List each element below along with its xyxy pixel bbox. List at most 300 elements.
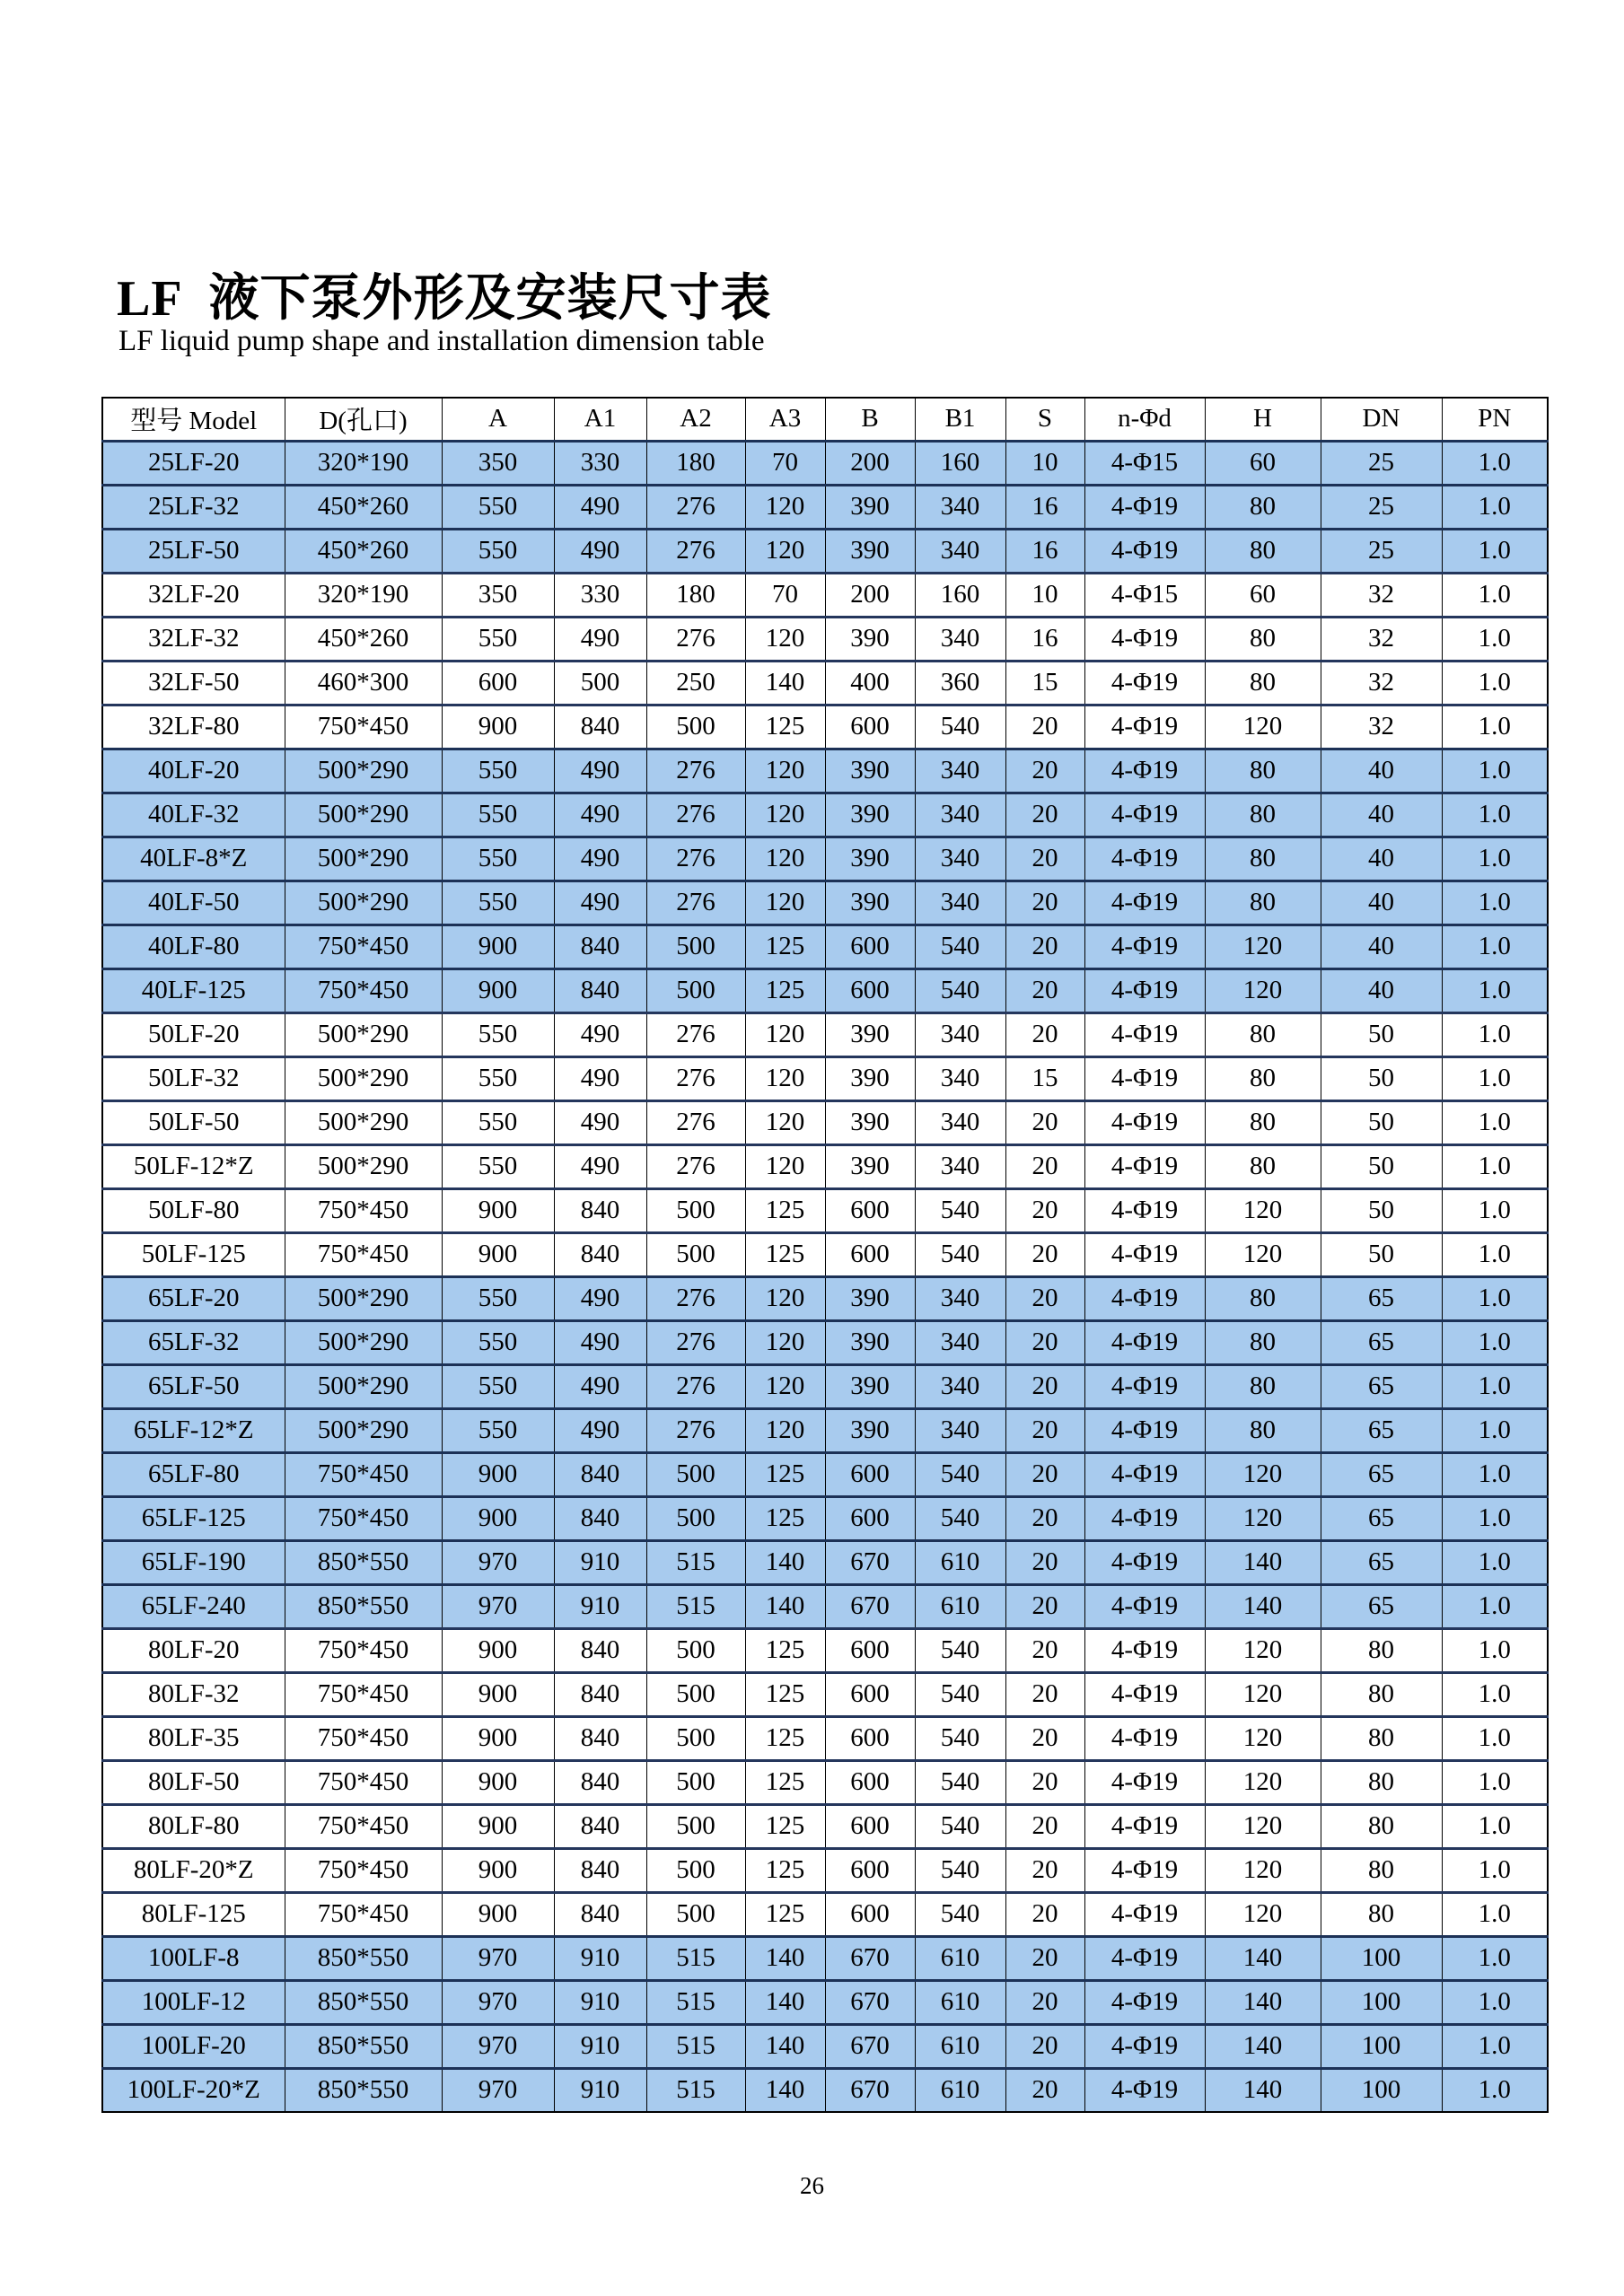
table-cell: 1.0 bbox=[1442, 661, 1548, 705]
table-cell: 320*190 bbox=[285, 573, 442, 617]
table-row bbox=[102, 2068, 1548, 2112]
table-cell: 750*450 bbox=[285, 1232, 442, 1276]
table-cell: 840 bbox=[554, 1232, 646, 1276]
table-cell: 490 bbox=[554, 617, 646, 661]
table-row bbox=[102, 2024, 1548, 2068]
table-cell: 80 bbox=[1205, 749, 1321, 793]
model-cell: 40LF-20 bbox=[102, 749, 285, 793]
table-row bbox=[102, 485, 1548, 529]
table-cell: 125 bbox=[745, 1848, 825, 1892]
table-cell: 4-Φ19 bbox=[1084, 1672, 1205, 1716]
table-cell: 610 bbox=[915, 1980, 1005, 2024]
table-cell: 900 bbox=[442, 1452, 554, 1496]
table-cell: 20 bbox=[1005, 793, 1084, 837]
table-cell: 750*450 bbox=[285, 1848, 442, 1892]
table-cell: 900 bbox=[442, 1232, 554, 1276]
table-cell: 50 bbox=[1321, 1188, 1442, 1232]
table-cell: 340 bbox=[915, 485, 1005, 529]
table-cell: 450*260 bbox=[285, 617, 442, 661]
table-cell: 120 bbox=[745, 1408, 825, 1452]
table-cell: 1.0 bbox=[1442, 793, 1548, 837]
table-cell: 515 bbox=[646, 1584, 745, 1628]
table-cell: 4-Φ19 bbox=[1084, 1540, 1205, 1584]
table-cell: 276 bbox=[646, 1056, 745, 1100]
table-row bbox=[102, 1408, 1548, 1452]
table-cell: 360 bbox=[915, 661, 1005, 705]
table-cell: 65 bbox=[1321, 1320, 1442, 1364]
table-cell: 840 bbox=[554, 1672, 646, 1716]
table-cell: 80 bbox=[1205, 1100, 1321, 1144]
model-cell: 25LF-50 bbox=[102, 529, 285, 573]
table-cell: 120 bbox=[745, 485, 825, 529]
table-cell: 540 bbox=[915, 968, 1005, 1012]
table-cell: 80 bbox=[1205, 1320, 1321, 1364]
table-cell: 850*550 bbox=[285, 1584, 442, 1628]
table-row bbox=[102, 1144, 1548, 1188]
table-row bbox=[102, 705, 1548, 749]
table-cell: 120 bbox=[1205, 1848, 1321, 1892]
table-cell: 1.0 bbox=[1442, 1804, 1548, 1848]
table-cell: 550 bbox=[442, 793, 554, 837]
table-cell: 750*450 bbox=[285, 1716, 442, 1760]
table-cell: 120 bbox=[745, 617, 825, 661]
table-row bbox=[102, 529, 1548, 573]
table-cell: 20 bbox=[1005, 2024, 1084, 2068]
table-cell: 4-Φ19 bbox=[1084, 705, 1205, 749]
page-subtitle: LF liquid pump shape and installation dimension table bbox=[119, 325, 765, 357]
table-cell: 125 bbox=[745, 1892, 825, 1936]
table-cell: 600 bbox=[825, 1496, 915, 1540]
table-cell: 125 bbox=[745, 705, 825, 749]
model-cell: 80LF-20*Z bbox=[102, 1848, 285, 1892]
table-cell: 910 bbox=[554, 2068, 646, 2112]
table-cell: 900 bbox=[442, 1892, 554, 1936]
table-cell: 125 bbox=[745, 968, 825, 1012]
table-cell: 490 bbox=[554, 837, 646, 881]
table-cell: 910 bbox=[554, 2024, 646, 2068]
model-cell: 100LF-8 bbox=[102, 1936, 285, 1980]
table-cell: 4-Φ19 bbox=[1084, 661, 1205, 705]
table-cell: 125 bbox=[745, 925, 825, 968]
table-cell: 390 bbox=[825, 881, 915, 925]
table-cell: 4-Φ19 bbox=[1084, 793, 1205, 837]
table-cell: 4-Φ19 bbox=[1084, 925, 1205, 968]
table-cell: 1.0 bbox=[1442, 1496, 1548, 1540]
model-cell: 80LF-125 bbox=[102, 1892, 285, 1936]
table-row bbox=[102, 1628, 1548, 1672]
table-cell: 1.0 bbox=[1442, 441, 1548, 485]
table-cell: 490 bbox=[554, 793, 646, 837]
table-row bbox=[102, 1584, 1548, 1628]
table-cell: 140 bbox=[1205, 1584, 1321, 1628]
table-cell: 540 bbox=[915, 1716, 1005, 1760]
table-cell: 4-Φ19 bbox=[1084, 1804, 1205, 1848]
table-cell: 850*550 bbox=[285, 1980, 442, 2024]
table-cell: 40 bbox=[1321, 837, 1442, 881]
table-cell: 1.0 bbox=[1442, 1716, 1548, 1760]
table-cell: 500 bbox=[646, 1672, 745, 1716]
table-header-cell: PN bbox=[1442, 398, 1548, 441]
table-cell: 540 bbox=[915, 925, 1005, 968]
table-cell: 32 bbox=[1321, 661, 1442, 705]
table-cell: 65 bbox=[1321, 1364, 1442, 1408]
table-cell: 340 bbox=[915, 1012, 1005, 1056]
table-cell: 20 bbox=[1005, 705, 1084, 749]
table-cell: 390 bbox=[825, 1408, 915, 1452]
model-cell: 80LF-35 bbox=[102, 1716, 285, 1760]
table-cell: 1.0 bbox=[1442, 1848, 1548, 1892]
table-cell: 500*290 bbox=[285, 881, 442, 925]
table-cell: 490 bbox=[554, 749, 646, 793]
table-cell: 100 bbox=[1321, 1936, 1442, 1980]
table-cell: 540 bbox=[915, 1760, 1005, 1804]
table-cell: 515 bbox=[646, 1540, 745, 1584]
table-cell: 550 bbox=[442, 1276, 554, 1320]
table-cell: 670 bbox=[825, 1540, 915, 1584]
table-cell: 500*290 bbox=[285, 1408, 442, 1452]
table-cell: 390 bbox=[825, 1144, 915, 1188]
table-row bbox=[102, 1804, 1548, 1848]
table-cell: 1.0 bbox=[1442, 1672, 1548, 1716]
table-cell: 390 bbox=[825, 617, 915, 661]
table-cell: 80 bbox=[1321, 1848, 1442, 1892]
table-cell: 500 bbox=[646, 925, 745, 968]
table-cell: 140 bbox=[745, 1980, 825, 2024]
table-cell: 1.0 bbox=[1442, 705, 1548, 749]
table-cell: 4-Φ19 bbox=[1084, 1628, 1205, 1672]
table-row bbox=[102, 1540, 1548, 1584]
table-header-cell: H bbox=[1205, 398, 1321, 441]
table-row bbox=[102, 1056, 1548, 1100]
model-cell: 40LF-80 bbox=[102, 925, 285, 968]
table-cell: 120 bbox=[1205, 1760, 1321, 1804]
table-cell: 120 bbox=[745, 793, 825, 837]
table-cell: 1.0 bbox=[1442, 1628, 1548, 1672]
model-cell: 50LF-12*Z bbox=[102, 1144, 285, 1188]
table-cell: 4-Φ19 bbox=[1084, 529, 1205, 573]
table-cell: 160 bbox=[915, 573, 1005, 617]
table-cell: 600 bbox=[825, 705, 915, 749]
table-cell: 4-Φ19 bbox=[1084, 485, 1205, 529]
table-cell: 120 bbox=[1205, 1672, 1321, 1716]
table-cell: 1.0 bbox=[1442, 1232, 1548, 1276]
table-cell: 400 bbox=[825, 661, 915, 705]
table-cell: 610 bbox=[915, 2068, 1005, 2112]
table-cell: 80 bbox=[1205, 1364, 1321, 1408]
table-cell: 276 bbox=[646, 485, 745, 529]
model-cell: 25LF-32 bbox=[102, 485, 285, 529]
table-cell: 120 bbox=[1205, 1452, 1321, 1496]
table-cell: 500 bbox=[554, 661, 646, 705]
table-cell: 1.0 bbox=[1442, 1936, 1548, 1980]
table-cell: 120 bbox=[745, 529, 825, 573]
table-cell: 970 bbox=[442, 2068, 554, 2112]
table-cell: 80 bbox=[1205, 661, 1321, 705]
table-cell: 120 bbox=[745, 1364, 825, 1408]
table-cell: 125 bbox=[745, 1804, 825, 1848]
table-cell: 390 bbox=[825, 749, 915, 793]
table-cell: 4-Φ19 bbox=[1084, 1496, 1205, 1540]
table-cell: 120 bbox=[1205, 1716, 1321, 1760]
table-cell: 550 bbox=[442, 617, 554, 661]
table-cell: 100 bbox=[1321, 1980, 1442, 2024]
table-cell: 16 bbox=[1005, 529, 1084, 573]
table-cell: 15 bbox=[1005, 1056, 1084, 1100]
table-cell: 120 bbox=[745, 1056, 825, 1100]
table-cell: 32 bbox=[1321, 573, 1442, 617]
table-cell: 750*450 bbox=[285, 1892, 442, 1936]
table-cell: 65 bbox=[1321, 1276, 1442, 1320]
table-cell: 900 bbox=[442, 1628, 554, 1672]
table-cell: 4-Φ19 bbox=[1084, 1232, 1205, 1276]
table-row bbox=[102, 881, 1548, 925]
table-row bbox=[102, 1012, 1548, 1056]
table-header-cell: A3 bbox=[745, 398, 825, 441]
table-cell: 1.0 bbox=[1442, 1056, 1548, 1100]
table-row bbox=[102, 1276, 1548, 1320]
model-cell: 100LF-20 bbox=[102, 2024, 285, 2068]
table-cell: 500*290 bbox=[285, 1364, 442, 1408]
table-cell: 40 bbox=[1321, 793, 1442, 837]
model-cell: 32LF-32 bbox=[102, 617, 285, 661]
table-cell: 20 bbox=[1005, 1584, 1084, 1628]
table-cell: 125 bbox=[745, 1628, 825, 1672]
table-cell: 340 bbox=[915, 529, 1005, 573]
table-cell: 490 bbox=[554, 529, 646, 573]
table-cell: 20 bbox=[1005, 1276, 1084, 1320]
model-cell: 80LF-50 bbox=[102, 1760, 285, 1804]
table-cell: 120 bbox=[1205, 1628, 1321, 1672]
table-cell: 610 bbox=[915, 2024, 1005, 2068]
table-cell: 4-Φ19 bbox=[1084, 1056, 1205, 1100]
table-cell: 600 bbox=[825, 1760, 915, 1804]
table-cell: 540 bbox=[915, 1804, 1005, 1848]
table-cell: 1.0 bbox=[1442, 1144, 1548, 1188]
table-cell: 1.0 bbox=[1442, 529, 1548, 573]
table-cell: 340 bbox=[915, 617, 1005, 661]
table-cell: 250 bbox=[646, 661, 745, 705]
table-cell: 65 bbox=[1321, 1540, 1442, 1584]
table-cell: 20 bbox=[1005, 1804, 1084, 1848]
table-cell: 970 bbox=[442, 1584, 554, 1628]
table-cell: 20 bbox=[1005, 1408, 1084, 1452]
table-cell: 80 bbox=[1205, 1012, 1321, 1056]
table-cell: 1.0 bbox=[1442, 749, 1548, 793]
table-cell: 340 bbox=[915, 1100, 1005, 1144]
table-cell: 610 bbox=[915, 1584, 1005, 1628]
table-cell: 350 bbox=[442, 573, 554, 617]
table-cell: 1.0 bbox=[1442, 881, 1548, 925]
table-cell: 4-Φ19 bbox=[1084, 1716, 1205, 1760]
table-cell: 540 bbox=[915, 1496, 1005, 1540]
table-cell: 900 bbox=[442, 1672, 554, 1716]
table-cell: 120 bbox=[1205, 705, 1321, 749]
table-cell: 390 bbox=[825, 485, 915, 529]
table-row bbox=[102, 1320, 1548, 1364]
table-cell: 900 bbox=[442, 1188, 554, 1232]
table-cell: 490 bbox=[554, 1276, 646, 1320]
table-cell: 840 bbox=[554, 968, 646, 1012]
table-cell: 140 bbox=[1205, 2068, 1321, 2112]
model-cell: 65LF-50 bbox=[102, 1364, 285, 1408]
table-cell: 515 bbox=[646, 1980, 745, 2024]
table-cell: 550 bbox=[442, 1056, 554, 1100]
table-cell: 4-Φ19 bbox=[1084, 2068, 1205, 2112]
table-cell: 540 bbox=[915, 1628, 1005, 1672]
table-cell: 4-Φ19 bbox=[1084, 1848, 1205, 1892]
table-cell: 4-Φ19 bbox=[1084, 2024, 1205, 2068]
table-cell: 120 bbox=[745, 1100, 825, 1144]
table-cell: 1.0 bbox=[1442, 1188, 1548, 1232]
table-cell: 750*450 bbox=[285, 968, 442, 1012]
table-cell: 900 bbox=[442, 1804, 554, 1848]
table-cell: 140 bbox=[745, 1540, 825, 1584]
table-cell: 850*550 bbox=[285, 1540, 442, 1584]
table-cell: 340 bbox=[915, 1276, 1005, 1320]
table-cell: 180 bbox=[646, 573, 745, 617]
table-cell: 490 bbox=[554, 1408, 646, 1452]
table-cell: 4-Φ19 bbox=[1084, 1320, 1205, 1364]
table-cell: 16 bbox=[1005, 617, 1084, 661]
table-cell: 550 bbox=[442, 881, 554, 925]
table-cell: 500 bbox=[646, 1804, 745, 1848]
table-cell: 490 bbox=[554, 1056, 646, 1100]
table-cell: 25 bbox=[1321, 485, 1442, 529]
table-cell: 750*450 bbox=[285, 1188, 442, 1232]
table-cell: 276 bbox=[646, 1012, 745, 1056]
table-cell: 500*290 bbox=[285, 1012, 442, 1056]
table-cell: 276 bbox=[646, 1320, 745, 1364]
table-cell: 1.0 bbox=[1442, 968, 1548, 1012]
table-cell: 140 bbox=[1205, 1980, 1321, 2024]
table-header-cell: B bbox=[825, 398, 915, 441]
table-cell: 750*450 bbox=[285, 1628, 442, 1672]
table-cell: 350 bbox=[442, 441, 554, 485]
table-cell: 490 bbox=[554, 485, 646, 529]
table-cell: 65 bbox=[1321, 1408, 1442, 1452]
table-cell: 120 bbox=[745, 1012, 825, 1056]
table-cell: 25 bbox=[1321, 441, 1442, 485]
table-cell: 340 bbox=[915, 749, 1005, 793]
table-cell: 500*290 bbox=[285, 1320, 442, 1364]
table-cell: 970 bbox=[442, 1540, 554, 1584]
table-cell: 340 bbox=[915, 1056, 1005, 1100]
table-cell: 276 bbox=[646, 1408, 745, 1452]
table-cell: 1.0 bbox=[1442, 1408, 1548, 1452]
table-cell: 550 bbox=[442, 1320, 554, 1364]
table-cell: 910 bbox=[554, 1540, 646, 1584]
table-row bbox=[102, 617, 1548, 661]
table-cell: 1.0 bbox=[1442, 485, 1548, 529]
table-cell: 20 bbox=[1005, 1320, 1084, 1364]
table-cell: 125 bbox=[745, 1672, 825, 1716]
table-cell: 60 bbox=[1205, 441, 1321, 485]
table-cell: 65 bbox=[1321, 1496, 1442, 1540]
table-cell: 20 bbox=[1005, 1760, 1084, 1804]
table-cell: 1.0 bbox=[1442, 837, 1548, 881]
model-cell: 25LF-20 bbox=[102, 441, 285, 485]
table-cell: 4-Φ19 bbox=[1084, 749, 1205, 793]
table-cell: 40 bbox=[1321, 881, 1442, 925]
table-cell: 80 bbox=[1321, 1804, 1442, 1848]
table-cell: 120 bbox=[745, 1276, 825, 1320]
table-cell: 140 bbox=[1205, 1936, 1321, 1980]
table-cell: 20 bbox=[1005, 881, 1084, 925]
table-cell: 100 bbox=[1321, 2068, 1442, 2112]
table-cell: 120 bbox=[745, 749, 825, 793]
table-cell: 40 bbox=[1321, 925, 1442, 968]
table-cell: 125 bbox=[745, 1760, 825, 1804]
table-cell: 500 bbox=[646, 1760, 745, 1804]
page-number: 26 bbox=[800, 2172, 824, 2199]
table-cell: 140 bbox=[745, 2068, 825, 2112]
table-cell: 1.0 bbox=[1442, 1584, 1548, 1628]
table-cell: 120 bbox=[1205, 1804, 1321, 1848]
table-cell: 550 bbox=[442, 1364, 554, 1408]
table-row bbox=[102, 573, 1548, 617]
table-cell: 80 bbox=[1205, 617, 1321, 661]
table-cell: 670 bbox=[825, 2068, 915, 2112]
table-row bbox=[102, 1848, 1548, 1892]
table-row bbox=[102, 968, 1548, 1012]
table-cell: 500 bbox=[646, 1716, 745, 1760]
table-cell: 340 bbox=[915, 1320, 1005, 1364]
table-header-cell: S bbox=[1005, 398, 1084, 441]
table-header-cell: A2 bbox=[646, 398, 745, 441]
table-cell: 515 bbox=[646, 1936, 745, 1980]
table-cell: 20 bbox=[1005, 1716, 1084, 1760]
table-cell: 500 bbox=[646, 968, 745, 1012]
table-cell: 140 bbox=[745, 1936, 825, 1980]
model-cell: 40LF-125 bbox=[102, 968, 285, 1012]
table-cell: 20 bbox=[1005, 2068, 1084, 2112]
table-cell: 140 bbox=[1205, 1540, 1321, 1584]
table-cell: 540 bbox=[915, 1452, 1005, 1496]
table-cell: 600 bbox=[825, 1628, 915, 1672]
table-cell: 600 bbox=[825, 1188, 915, 1232]
table-cell: 390 bbox=[825, 1100, 915, 1144]
model-cell: 65LF-125 bbox=[102, 1496, 285, 1540]
table-cell: 500*290 bbox=[285, 1276, 442, 1320]
table-cell: 500 bbox=[646, 1188, 745, 1232]
table-cell: 120 bbox=[1205, 925, 1321, 968]
table-header-cell: n-Φd bbox=[1084, 398, 1205, 441]
table-cell: 40 bbox=[1321, 968, 1442, 1012]
table-cell: 80 bbox=[1205, 837, 1321, 881]
table-cell: 4-Φ15 bbox=[1084, 573, 1205, 617]
table-cell: 750*450 bbox=[285, 925, 442, 968]
table-cell: 500*290 bbox=[285, 1144, 442, 1188]
model-cell: 32LF-20 bbox=[102, 573, 285, 617]
table-cell: 4-Φ19 bbox=[1084, 1100, 1205, 1144]
table-cell: 490 bbox=[554, 1012, 646, 1056]
table-row bbox=[102, 1188, 1548, 1232]
table-cell: 20 bbox=[1005, 749, 1084, 793]
table-cell: 20 bbox=[1005, 925, 1084, 968]
table-cell: 900 bbox=[442, 1496, 554, 1540]
table-cell: 80 bbox=[1205, 793, 1321, 837]
table-cell: 20 bbox=[1005, 1144, 1084, 1188]
table-cell: 670 bbox=[825, 1980, 915, 2024]
table-cell: 4-Φ15 bbox=[1084, 441, 1205, 485]
table-cell: 276 bbox=[646, 749, 745, 793]
table-row bbox=[102, 1936, 1548, 1980]
table-cell: 500*290 bbox=[285, 837, 442, 881]
table-cell: 80 bbox=[1321, 1892, 1442, 1936]
model-cell: 100LF-20*Z bbox=[102, 2068, 285, 2112]
table-cell: 540 bbox=[915, 1892, 1005, 1936]
table-header-row bbox=[102, 398, 1548, 441]
